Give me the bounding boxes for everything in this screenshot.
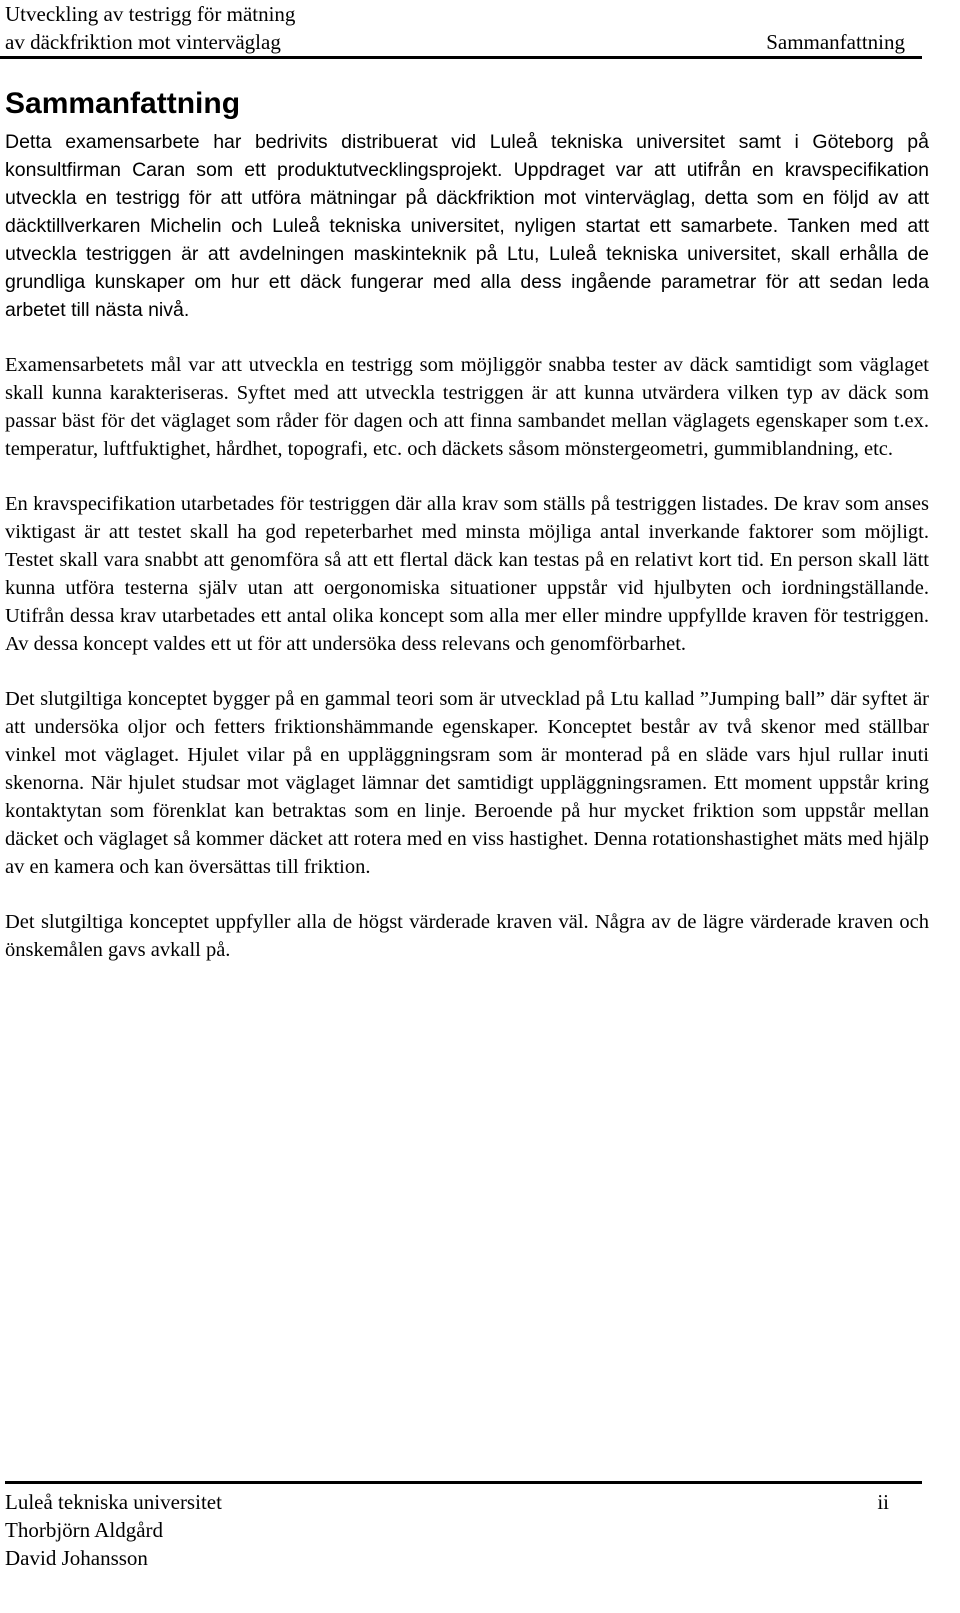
body-text: [5, 128, 929, 991]
paragraph-3: En kravspecifikation utarbetades för testriggen där alla krav som ställs på testriggen listades. De krav som anses viktigast är att testet skall ha god repeterbarhet med minsta möjliga antal inverkande faktorer som möjligt. Testet skall vara snabbt att genomföra så att ett flertal däck kan testas på en relativt kort tid. En person skall lätt kunna utföra testerna själv utan att oergonomiska situationer uppstår vid hjulbyten och iordningställande. Utifrån dessa krav utarbetades ett antal olika koncept som alla mer eller mindre uppfyllde kraven för testriggen. Av dessa koncept valdes ett ut för att undersöka dess relevans och genomförbarhet.: [5, 493, 929, 655]
header-section-name: Sammanfattning: [766, 30, 905, 54]
header-document-title: [5, 0, 295, 56]
footer-university: Luleå tekniska universitet: [5, 1490, 222, 1514]
footer-author-2: David Johansson: [5, 1546, 148, 1570]
header-rule: [0, 56, 922, 59]
footer-author-1: Thorbjörn Aldgård: [5, 1518, 164, 1542]
paragraph-5: Det slutgiltiga konceptet uppfyller alla de högst värderade kraven väl. Några av de lägre värderade kraven och önskemålen gavs avkall på.: [5, 911, 929, 961]
running-header: [5, 0, 905, 58]
header-title-line-1: Utveckling av testrigg för mätning: [5, 2, 296, 26]
page-footer: [5, 1488, 889, 1572]
section-title: Sammanfattning: [5, 87, 241, 120]
paragraph-1: Detta examensarbete har bedrivits distribuerat vid Luleå tekniska universitet samt i Göteborg på konsultfirman Caran som ett produktutvecklingsprojekt. Uppdraget var att utifrån en kravspecifikation utveckla en testrigg för att utföra mätningar på däckfriktion mot vinterväglag, detta som en följd av att däcktillverkaren Michelin och Luleå tekniska universitet, nyligen startat ett samarbete. Tanken med att utveckla testriggen är att avdelningen maskinteknik på Ltu, Luleå tekniska universitet, skall erhålla de grundliga kunskaper om hur ett däck fungerar med alla dess ingående parametrar för att sedan leda arbetet till nästa nivå.: [5, 131, 929, 321]
paragraph-4: Det slutgiltiga konceptet bygger på en gammal teori som är utvecklad på Ltu kallad ”Jumping ball” där syftet är att undersöka oljor och fetters friktionshämmande egenskaper. Konceptet består av två skenor med ställbar vinkel mot väglaget. Hjulet vilar på en uppläggningsram som är monterad på en släde vars hjul rullar inuti skenorna. När hjulet studsar mot väglaget lämnar det samtidigt uppläggningsramen. Ett moment uppstår kring kontaktytan som förenklat kan betraktas som en linje. Beroende på hur mycket friktion som uppstår mellan däcket och väglaget så kommer däcket att rotera med en viss hastighet. Denna rotationshastighet mäts med hjälp av en kamera och kan översättas till friktion.: [5, 688, 929, 878]
paragraph-2: Examensarbetets mål var att utveckla en testrigg som möjliggör snabba tester av däck samtidigt som väglaget skall kunna karakteriseras. Syftet med att utveckla testriggen är att kunna utvärdera vilken typ av däck som passar bäst för det väglaget som råder för dagen och att finna sambandet mellan väglagets egenskaper som t.ex. temperatur, luftfuktighet, hårdhet, topografi, etc. och däckets såsom mönstergeometri, gummiblandning, etc.: [5, 354, 929, 460]
header-title-line-2: av däckfriktion mot vinterväglag: [5, 30, 281, 54]
footer-rule: [5, 1481, 922, 1484]
page-number: ii: [877, 1490, 889, 1514]
